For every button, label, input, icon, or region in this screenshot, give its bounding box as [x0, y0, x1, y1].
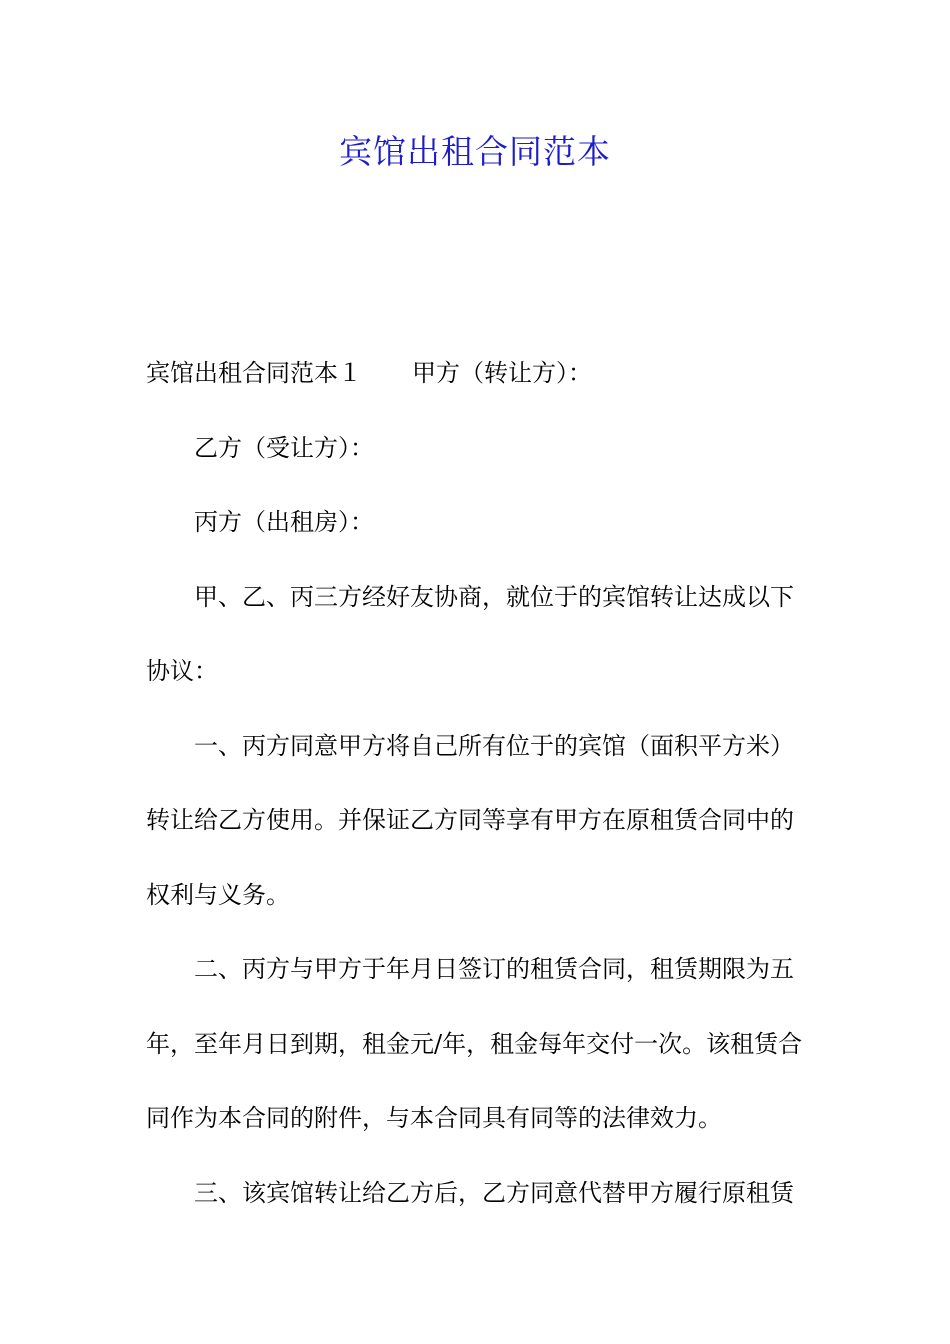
clause-2-line: 同作为本合同的附件，与本合同具有同等的法律效力。: [146, 1104, 722, 1132]
contract-sample-label: 宾馆出租合同范本１: [146, 359, 362, 387]
clause-1-line: 转让给乙方使用。并保证乙方同等享有甲方在原租赁合同中的: [146, 806, 794, 834]
party-a-label: 甲方（转让方）：: [412, 359, 592, 387]
clause-3-line: 三、该宾馆转让给乙方后，乙方同意代替甲方履行原租赁: [194, 1178, 794, 1207]
clause-2-line: 年，至年月日到期，租金元/年，租金每年交付一次。该租赁合: [146, 1029, 803, 1058]
party-c-label: 丙方（出租房）：: [194, 508, 374, 536]
clause-2-line: 二、丙方与甲方于年月日签订的租赁合同，租赁期限为五: [194, 955, 794, 983]
intro-paragraph-line: 协议：: [146, 657, 218, 685]
document-body: [146, 336, 808, 1230]
party-b-label: 乙方（受让方）：: [194, 433, 374, 462]
clause-1-line: 权利与义务。: [146, 880, 290, 909]
document-title: 宾馆出租合同范本: [339, 132, 611, 171]
intro-paragraph-line: 甲、乙、丙三方经好友协商，就位于的宾馆转让达成以下: [194, 582, 794, 611]
clause-1-line: 一、丙方同意甲方将自己所有位于的宾馆（面积平方米）: [194, 731, 794, 760]
header-line: [146, 336, 808, 411]
